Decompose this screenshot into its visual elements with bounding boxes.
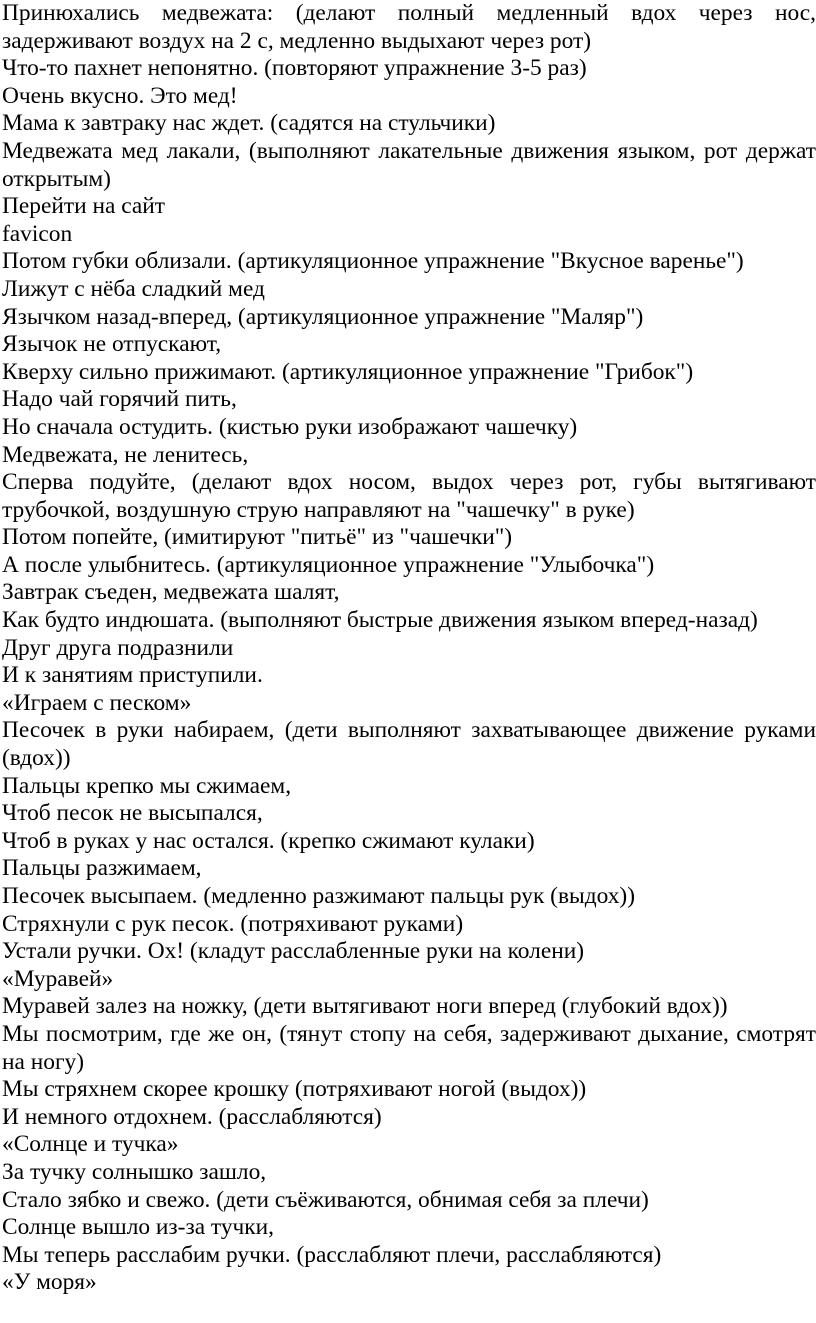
site-link-line xyxy=(2,193,816,221)
text-line: Друг друга подразнили xyxy=(2,634,234,661)
text-paragraph: Сперва подуйте, (делают вдох носом, выдох через рот, губы вытягивают трубочкой, воздушную струю направляют на "чашечку" в руке) xyxy=(2,469,816,523)
text-line: Солнце вышло из-за тучки, xyxy=(2,1214,275,1241)
text-line: Пальцы разжимаем, xyxy=(2,855,202,882)
text-line: Песочек высыпаем. (медленно разжимают пальцы рук (выдох)) xyxy=(2,883,636,909)
text-line: Медвежата, не ленитесь, xyxy=(2,441,249,468)
text-line: Кверху сильно прижимают. (артикуляционное упражнение "Грибок") xyxy=(2,358,694,385)
section-heading: «Муравей» xyxy=(2,965,114,992)
text-line: Чтоб в руках у нас остался. (крепко сжимают кулаки) xyxy=(2,827,535,854)
text-paragraph: Песочек в руки набираем, (дети выполняют захватывающее движение руками (вдох)) xyxy=(2,717,816,772)
text-paragraph: Медвежата мед лакали, (выполняют лакательные движения языком, рот держат открытым) xyxy=(2,137,816,192)
text-line: Как будто индюшата. (выполняют быстрые движения языком вперед-назад) xyxy=(2,607,758,634)
section-heading: «Солнце и тучка» xyxy=(2,1131,179,1158)
text-line: Язычком назад-вперед, (артикуляционное упражнение "Маляр") xyxy=(2,303,644,330)
text-line: А после улыбнитесь. (артикуляционное упражнение "Улыбочка") xyxy=(2,551,655,578)
go-to-site-link[interactable]: Перейти на сайт xyxy=(2,193,165,220)
text-line: Что-то пахнет непонятно. (повторяют упражнение 3-5 раз) xyxy=(2,55,587,82)
text-line: Надо чай горячий пить, xyxy=(2,386,237,413)
text-line: Мы стряхнем скорее крошку (потряхивают ногой (выдох)) xyxy=(2,1076,587,1103)
text-line: Язычок не отпускают, xyxy=(2,331,222,358)
text-line: Пальцы крепко мы сжимаем, xyxy=(2,772,292,799)
text-line: Потом губки облизали. (артикуляционное упражнение "Вкусное варенье") xyxy=(2,248,744,275)
text-line: Устали ручки. Ох! (кладут расслабленные руки на колени) xyxy=(2,938,585,965)
text-line: За тучку солнышко зашло, xyxy=(2,1158,267,1185)
text-line: Стало зябко и свежо. (дети съёживаются, обнимая себя за плечи) xyxy=(2,1186,649,1213)
text-paragraph: Принюхались медвежата: (делают полный медленный вдох через нос, задерживают воздух на 2 с, медленно выдыхают через рот) xyxy=(2,0,816,54)
text-line: Завтрак съеден, медвежата шалят, xyxy=(2,579,340,606)
text-line: Мама к завтраку нас ждет. (садятся на стульчики) xyxy=(2,110,496,137)
text-line: Муравей залез на ножку, (дети вытягивают ноги вперед (глубокий вдох)) xyxy=(2,993,728,1020)
favicon-label: favicon xyxy=(2,220,73,247)
text-line: И к занятиям приступили. xyxy=(2,662,263,689)
text-line: Но сначала остудить. (кистью руки изображают чашечку) xyxy=(2,413,578,440)
text-line: Чтоб песок не высыпался, xyxy=(2,800,263,827)
text-line: Мы теперь расслабим ручки. (расслабляют плечи, расслабляются) xyxy=(2,1241,662,1268)
text-line: Очень вкусно. Это мед! xyxy=(2,82,238,109)
text-line: Стряхнули с рук песок. (потряхивают руками) xyxy=(2,910,464,937)
text-paragraph: Мы посмотрим, где же он, (тянут стопу на себя, задерживают дыхание, смотрят на ногу) xyxy=(2,1020,816,1075)
text-line: И немного отдохнем. (расслабляются) xyxy=(2,1103,382,1130)
section-heading: «У моря» xyxy=(2,1269,97,1296)
text-line: Лижут с нёба сладкий мед xyxy=(2,275,265,302)
section-heading: «Играем с песком» xyxy=(2,689,192,716)
text-line: Потом попейте, (имитируют "питьё" из "чашечки") xyxy=(2,524,513,551)
